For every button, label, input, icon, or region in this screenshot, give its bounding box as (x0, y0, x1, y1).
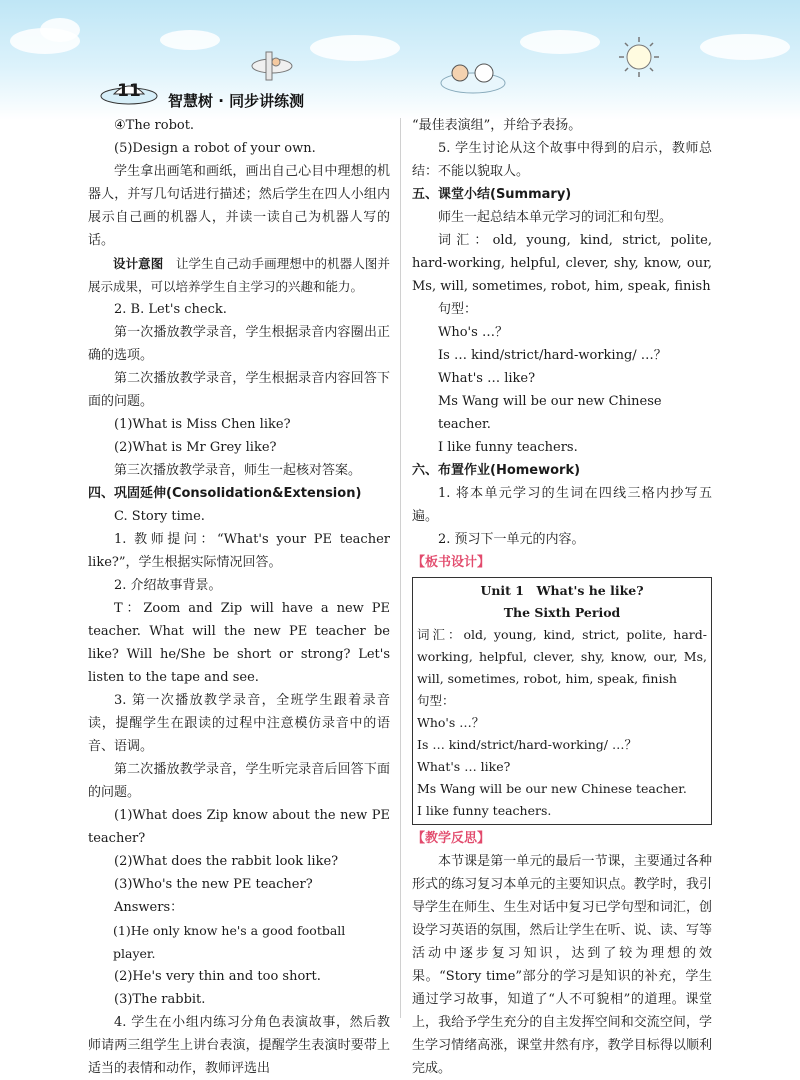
page-number: 11 (117, 81, 141, 101)
section-heading: 五、课堂小结(Summary) (412, 187, 572, 202)
paragraph: 2. 预习下一单元的内容。 (438, 532, 585, 547)
right-column (412, 114, 712, 1080)
text-line: 2. B. Let's check. (114, 302, 227, 317)
question: (1)What is Miss Chen like? (114, 417, 291, 432)
paragraph: 3. 第一次播放教学录音，全班学生跟着录音读，提醒学生在跟读的过程中注意模仿录音中的语音、语调。 (88, 693, 390, 754)
question: (2)What is Mr Grey like? (114, 440, 277, 455)
reflection-paragraph: 本节课是第一单元的最后一节课，主要通过各种形式的练习复习本单元的主要知识点。教学时，我引导学生在师生、生生对话中复习已学句型和词汇，创设学习英语的氛围，然后让学生在听、说、读、写等活动中逐步复习知识，达到了较为理想的效果。“Story time”部分的学习是知识的补充，学生通过学习故事，知道了“人不可貌相”的道理。课堂上，我给予学生充分的自主发挥空间和交流空间，学生学习情绪高涨，课堂井然有序，教学目标得以顺利完成。 (412, 854, 712, 1076)
paragraph: 师生一起总结本单元学习的词汇和句型。 (438, 210, 673, 225)
left-column (88, 114, 390, 1080)
reflection-tag: 【教学反思】 (412, 831, 491, 846)
paragraph: 4. 学生在小组内练习分角色表演故事，然后教师请两三组学生上讲台表演，提醒学生表演时要带上适当的表情和动作，教师评选出 (88, 1015, 390, 1076)
board-pattern: What's … like? (417, 759, 511, 774)
cloud-decoration (700, 34, 790, 60)
paragraph: 第一次播放教学录音，学生根据录音内容圈出正确的选项。 (88, 325, 390, 363)
text-line: C. Story time. (114, 509, 205, 524)
design-intent-label: 设计意图 (113, 256, 164, 271)
question: (3)Who's the new PE teacher? (114, 877, 313, 892)
board-vocabulary: 词汇：old, young, kind, strict, polite, hard-working, helpful, clever, shy, know, our, Ms, will, sometimes, robot, him, speak, finish (417, 627, 707, 686)
board-design-tag: 【板书设计】 (412, 555, 491, 570)
vocabulary: 词汇：old, young, kind, strict, polite, hard-working, helpful, clever, shy, know, our, Ms, will, sometimes, robot, him, speak, finish (412, 233, 712, 294)
text-line: (5)Design a robot of your own. (114, 141, 316, 156)
answer: (1)He only know he's a good football player. (113, 923, 346, 961)
paragraph: 2. 介绍故事背景。 (114, 578, 222, 593)
cloud-decoration (160, 30, 220, 50)
sun-icon (618, 36, 660, 78)
pattern-label: 句型： (438, 302, 478, 317)
paragraph: 1. 将本单元学习的生词在四线三格内抄写五遍。 (412, 486, 712, 524)
answer: (2)He's very thin and too short. (114, 969, 321, 984)
text-line: ④The robot. (114, 118, 195, 133)
question: (1)What does Zip know about the new PE teacher? (88, 808, 390, 846)
paragraph: 第二次播放教学录音，学生根据录音内容回答下面的问题。 (88, 371, 390, 409)
design-intent-text: 让学生自己动手画理想中的机器人图并展示成果，可以培养学生自主学习的兴趣和能力。 (88, 256, 390, 294)
paragraph: 5. 学生讨论从这个故事中得到的启示，教师总结：不能以貌取人。 (412, 141, 712, 179)
board-pattern: Is … kind/strict/hard-working/ …？ (417, 737, 637, 752)
board-pattern-label: 句型： (417, 693, 455, 708)
sentence-pattern: Who's …？ (438, 325, 508, 340)
board-period-title: The Sixth Period (503, 605, 621, 620)
column-divider (400, 118, 401, 1018)
paragraph: 第三次播放教学录音，师生一起核对答案。 (114, 463, 362, 478)
paragraph: 1. 教师提问：“What's your PE teacher like?”，学生根据实际情况回答。 (88, 532, 390, 570)
cloud-decoration (520, 30, 600, 54)
paragraph: T：Zoom and Zip will have a new PE teacher. What will the new PE teacher be like? Will he/She be short or strong? Let's listen to the tape and see. (88, 601, 390, 685)
design-intent (88, 252, 390, 298)
cloud-decoration (310, 35, 400, 61)
sentence-pattern: What's … like? (438, 371, 536, 386)
section-heading: 四、巩固延伸(Consolidation&Extension) (88, 486, 362, 501)
sentence-pattern: Is … kind/strict/hard-working/ …？ (438, 348, 667, 363)
sentence-pattern: Ms Wang will be our new Chinese teacher. (438, 394, 662, 432)
sentence-pattern: I like funny teachers. (438, 440, 578, 455)
board-pattern: I like funny teachers. (417, 803, 552, 818)
airplane-icon (248, 50, 298, 82)
board-pattern: Who's …？ (417, 715, 485, 730)
cloud-decoration (40, 18, 80, 42)
text-line: “最佳表演组”，并给予表扬。 (412, 118, 582, 133)
board-pattern: Ms Wang will be our new Chinese teacher. (417, 781, 687, 796)
question: (2)What does the rabbit look like? (114, 854, 339, 869)
board-unit-title: Unit 1 What's he like? (480, 583, 644, 598)
series-title: 智慧树 · 同步讲练测 (168, 92, 305, 110)
section-heading: 六、布置作业(Homework) (412, 463, 581, 478)
answers-label: Answers： (114, 900, 184, 915)
paragraph: 第二次播放教学录音，学生听完录音后回答下面的问题。 (88, 762, 390, 800)
kids-on-cloud-icon (438, 55, 508, 95)
paragraph: 学生拿出画笔和画纸，画出自己心目中理想的机器人，并写几句话进行描述；然后学生在四人小组内展示自己画的机器人，并读一读自己为机器人写的话。 (88, 164, 390, 248)
answer: (3)The rabbit. (114, 992, 206, 1007)
board-design-box (412, 577, 712, 825)
